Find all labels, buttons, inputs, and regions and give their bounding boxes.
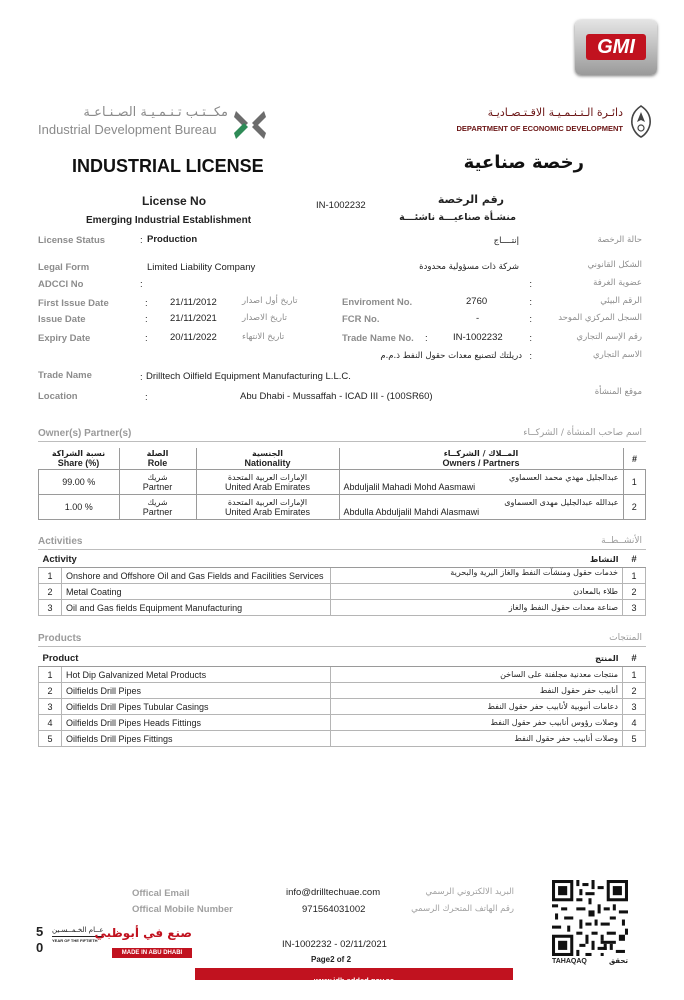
share-header: Share (%) bbox=[57, 458, 100, 468]
idb-mark-icon bbox=[232, 107, 268, 143]
license-no-label: License No bbox=[142, 194, 207, 208]
product-name-ar: وصلات رؤوس أنابيب حفر حقول النفط bbox=[331, 715, 623, 731]
activities-section-title-ar: الأنشــطــة bbox=[601, 536, 642, 546]
owner-num: 1 bbox=[623, 470, 646, 495]
license-no-value: IN-1002232 bbox=[316, 200, 366, 211]
adcci-label: ADCCI No bbox=[38, 279, 84, 290]
owner-role-ar: شريك bbox=[147, 472, 168, 482]
owner-name-ar: عبدالجليل مهدي محمد العسماوي bbox=[508, 472, 619, 482]
trade-name-colon: : bbox=[140, 372, 143, 383]
fcr-label: FCR No. bbox=[342, 314, 380, 325]
qr-code-icon[interactable] bbox=[552, 880, 628, 956]
products-section-title-ar: المنتجات bbox=[609, 633, 642, 643]
owner-num: 2 bbox=[623, 495, 646, 520]
activity-name: Onshore and Offshore Oil and Gas Fields and Facilities Services bbox=[62, 568, 331, 584]
trade-name-label-ar: الاسم التجاري bbox=[592, 350, 642, 360]
issue-colon: : bbox=[145, 314, 148, 325]
fifty-ar: عــام الخـمــسـين bbox=[52, 926, 104, 934]
document-reference: IN-1002232 - 02/11/2021 bbox=[282, 939, 387, 950]
official-email-value[interactable]: info@drilltechuae.com bbox=[286, 887, 381, 898]
owners-divider bbox=[38, 441, 646, 442]
owner-share: 99.00 % bbox=[39, 470, 120, 495]
list-item bbox=[39, 699, 646, 715]
status-colon: : bbox=[140, 235, 143, 246]
fcr-colon-ar: : bbox=[529, 314, 532, 325]
tradename-no-colon-ar: : bbox=[529, 333, 532, 344]
list-item bbox=[39, 584, 646, 600]
env-colon-ar: : bbox=[529, 297, 532, 308]
issue-label: Issue Date bbox=[38, 314, 86, 325]
list-item bbox=[39, 667, 646, 683]
activity-name-ar: صناعة معدات حقول النفط والغاز bbox=[331, 600, 623, 616]
activity-name: Metal Coating bbox=[62, 584, 331, 600]
list-item bbox=[39, 600, 646, 616]
activity-num: 2 bbox=[39, 584, 62, 600]
tradename-no-colon: : bbox=[425, 333, 428, 344]
product-name: Hot Dip Galvanized Metal Products bbox=[62, 667, 331, 683]
location-label-ar: موقع المنشأة bbox=[594, 387, 642, 397]
made-ar: صنع في أبوظبي bbox=[94, 926, 192, 940]
product-name: Oilfields Drill Pipes bbox=[62, 683, 331, 699]
activities-header-row bbox=[39, 552, 646, 568]
product-header: Product bbox=[39, 651, 331, 667]
trade-name-value: Drilltech Oilfield Equipment Manufacturing L.L.C. bbox=[146, 371, 351, 382]
activity-header: Activity bbox=[39, 552, 331, 568]
fifty-en: YEAR OF THE FIFTIETH bbox=[52, 938, 98, 943]
product-name: Oilfields Drill Pipes Heads Fittings bbox=[62, 715, 331, 731]
owner-role-ar: شريك bbox=[147, 497, 168, 507]
ded-logo-en: DEPARTMENT OF ECONOMIC DEVELOPMENT bbox=[456, 124, 623, 133]
license-type-en: Emerging Industrial Establishment bbox=[86, 215, 252, 226]
owner-nationality-ar: الإمارات العربية المتحدة bbox=[227, 497, 308, 507]
owners-num-header: # bbox=[623, 448, 646, 470]
expiry-value: 20/11/2022 bbox=[170, 332, 217, 343]
idb-logo-ar: مكــتـب تـنـمـيـة الصـنـاعـة bbox=[83, 105, 228, 120]
idb-logo-en: Industrial Development Bureau bbox=[38, 122, 217, 137]
location-value: Abu Dhabi - Mussaffah - ICAD III - (100SR60) bbox=[240, 391, 433, 402]
product-name: Oilfields Drill Pipes Tubular Casings bbox=[62, 699, 331, 715]
nationality-header-ar: الجنسية bbox=[251, 449, 284, 458]
products-header-row bbox=[39, 651, 646, 667]
gmi-logo bbox=[575, 20, 657, 75]
expiry-colon: : bbox=[145, 333, 148, 344]
legal-form-value: Limited Liability Company bbox=[147, 262, 256, 273]
product-name-ar: دعامات أنبوبية لأنابيب حفر حقول النفط bbox=[331, 699, 623, 715]
official-mobile-value: 971564031002 bbox=[302, 904, 366, 915]
trade-name-ar-colon: : bbox=[529, 351, 532, 362]
official-mobile-label-ar: رقم الهاتف المتحرك الرسمي bbox=[411, 904, 514, 914]
issue-value: 21/11/2021 bbox=[170, 313, 217, 324]
status-value-ar: إنتــــاج bbox=[493, 236, 519, 246]
product-num: 1 bbox=[39, 667, 62, 683]
product-header-ar: المنتج bbox=[331, 651, 623, 667]
page-title-en: INDUSTRIAL LICENSE bbox=[72, 156, 264, 176]
env-label: Enviroment No. bbox=[342, 297, 413, 308]
product-name-ar: أنابيب حفر حقول النفط bbox=[331, 683, 623, 699]
fcr-value: - bbox=[476, 313, 480, 324]
tradename-no-label-ar: رقم الإسم التجاري bbox=[576, 332, 642, 342]
owner-role: Partner bbox=[142, 481, 173, 492]
activities-divider bbox=[38, 549, 646, 550]
official-email-label: Offical Email bbox=[132, 888, 190, 899]
first-issue-label-ar: تاريخ أول اصدار bbox=[242, 296, 298, 306]
product-num-ar: 4 bbox=[623, 715, 646, 731]
first-issue-value: 21/11/2012 bbox=[170, 297, 217, 308]
activity-num: 1 bbox=[39, 568, 62, 584]
product-num-ar: 5 bbox=[623, 731, 646, 747]
first-issue-label: First Issue Date bbox=[38, 298, 109, 309]
activity-num-ar: 3 bbox=[623, 600, 646, 616]
owner-nationality: United Arab Emirates bbox=[224, 506, 311, 517]
activity-name-ar: خدمات حقول ومنشآت النفط والغاز البرية والبحرية bbox=[331, 568, 623, 584]
legal-form-label-ar: الشكل القانوني bbox=[587, 260, 642, 270]
legal-form-label: Legal Form bbox=[38, 262, 90, 273]
product-name-ar: وصلات أنابيب حفر حقول النفط bbox=[331, 731, 623, 747]
product-num: 4 bbox=[39, 715, 62, 731]
expiry-label-ar: تاريخ الانتهاء bbox=[242, 332, 285, 342]
official-email-label-ar: البريد الالكتروني الرسمي bbox=[425, 887, 514, 897]
activity-num: 3 bbox=[39, 600, 62, 616]
license-no-label-ar: رقم الرخصة bbox=[437, 193, 504, 206]
activity-num-ar: 2 bbox=[623, 584, 646, 600]
product-num-ar: 1 bbox=[623, 667, 646, 683]
made-en: MADE IN ABU DHABI bbox=[112, 948, 192, 958]
expiry-label: Expiry Date bbox=[38, 333, 91, 344]
qr-label: TAHAQAQ bbox=[552, 958, 587, 965]
product-num: 2 bbox=[39, 683, 62, 699]
owner-nationality: United Arab Emirates bbox=[224, 481, 311, 492]
list-item bbox=[39, 568, 646, 584]
fcr-label-ar: السجل المركزي الموحد bbox=[558, 313, 642, 323]
activity-num-header: # bbox=[623, 552, 646, 568]
legal-form-value-ar: شركة ذات مسؤولية محدودة bbox=[419, 262, 519, 272]
activity-name: Oil and Gas fields Equipment Manufacturing bbox=[62, 600, 331, 616]
idb-logo bbox=[38, 105, 268, 145]
fifty-number: 50 bbox=[36, 924, 44, 955]
table-row bbox=[39, 470, 646, 495]
share-header-ar: نسبة الشراكة bbox=[51, 449, 106, 458]
activity-header-ar: النشاط bbox=[331, 552, 623, 568]
env-value: 2760 bbox=[466, 296, 488, 307]
owners-section-title-ar: اسم صاحب المنشأة / الشركــاء bbox=[523, 428, 642, 438]
role-header: Role bbox=[147, 458, 168, 468]
activity-name-ar: طلاء بالمعادن bbox=[331, 584, 623, 600]
products-section-title: Products bbox=[38, 633, 82, 644]
env-label-ar: الرقم البيئي bbox=[600, 296, 642, 306]
tradename-no-value: IN-1002232 bbox=[453, 332, 503, 343]
product-num: 5 bbox=[39, 731, 62, 747]
trade-name-value-ar: دريلتك لتصنيع معدات حقول النفط ذ.م.م bbox=[380, 351, 522, 361]
product-num: 3 bbox=[39, 699, 62, 715]
owners-header-ar: المــلاك / الشركــاء bbox=[443, 449, 519, 458]
role-header-ar: الصلة bbox=[146, 449, 169, 458]
status-label-ar: حالة الرخصة bbox=[597, 235, 642, 245]
owner-name: Abdulla Abduljalil Mahdi Alasmawi bbox=[343, 506, 480, 517]
products-table bbox=[38, 651, 646, 747]
product-num-ar: 2 bbox=[623, 683, 646, 699]
made-in-abu-dhabi-logo bbox=[94, 926, 192, 960]
list-item bbox=[39, 715, 646, 731]
owners-section-title: Owner(s) Partner(s) bbox=[38, 428, 132, 439]
issue-label-ar: تاريخ الاصدار bbox=[242, 313, 287, 323]
product-num-ar: 3 bbox=[623, 699, 646, 715]
adcci-colon: : bbox=[140, 279, 143, 290]
list-item bbox=[39, 731, 646, 747]
trade-name-label: Trade Name bbox=[38, 370, 92, 381]
status-value: Production bbox=[147, 234, 198, 245]
owner-nationality-ar: الإمارات العربية المتحدة bbox=[227, 472, 308, 482]
table-row bbox=[39, 495, 646, 520]
adcci-colon-ar: : bbox=[529, 279, 532, 290]
falcon-emblem-icon bbox=[627, 104, 655, 138]
tradename-no-label: Trade Name No. bbox=[342, 333, 414, 344]
ded-logo-ar: دائـرة الـتـنـمـيـة الاقـتـصـاديـة bbox=[487, 106, 623, 119]
first-issue-colon: : bbox=[145, 298, 148, 309]
license-type-ar: منشـأة صناعيـــة ناشئـــة bbox=[399, 212, 516, 223]
list-item bbox=[39, 683, 646, 699]
products-divider bbox=[38, 646, 646, 647]
location-label: Location bbox=[38, 391, 78, 402]
product-name: Oilfields Drill Pipes Fittings bbox=[62, 731, 331, 747]
owners-table bbox=[38, 448, 646, 520]
activity-num-ar: 1 bbox=[623, 568, 646, 584]
owner-name: Abduljalil Mahadi Mohd Aasmawi bbox=[343, 481, 476, 492]
owners-header: Owners / Partners bbox=[442, 458, 520, 468]
nationality-header: Nationality bbox=[244, 458, 291, 468]
page-title-ar: رخصة صناعية bbox=[463, 152, 584, 173]
product-name-ar: منتجات معدنية مجلفنة على الساخن bbox=[331, 667, 623, 683]
adcci-label-ar: عضوية الغرفة bbox=[593, 278, 642, 288]
owner-name-ar: عبدالله عبدالجليل مهدى العسماوى bbox=[504, 497, 619, 507]
owner-share: 1.00 % bbox=[39, 495, 120, 520]
official-mobile-label: Offical Mobile Number bbox=[132, 904, 233, 915]
gmi-text: GMI bbox=[597, 36, 635, 58]
product-num-header: # bbox=[623, 651, 646, 667]
ded-logo bbox=[445, 104, 655, 146]
page-number: Page2 of 2 bbox=[311, 955, 352, 964]
website-link[interactable]: www.idb.added.gov.ae bbox=[313, 976, 394, 985]
activities-section-title: Activities bbox=[38, 536, 83, 547]
owner-role: Partner bbox=[142, 506, 173, 517]
owners-header-row bbox=[39, 448, 646, 470]
footer-bar bbox=[195, 968, 513, 985]
qr-label-ar: تحقق bbox=[608, 957, 628, 965]
location-colon: : bbox=[145, 392, 148, 403]
activities-table bbox=[38, 552, 646, 616]
status-label: License Status bbox=[38, 235, 106, 246]
